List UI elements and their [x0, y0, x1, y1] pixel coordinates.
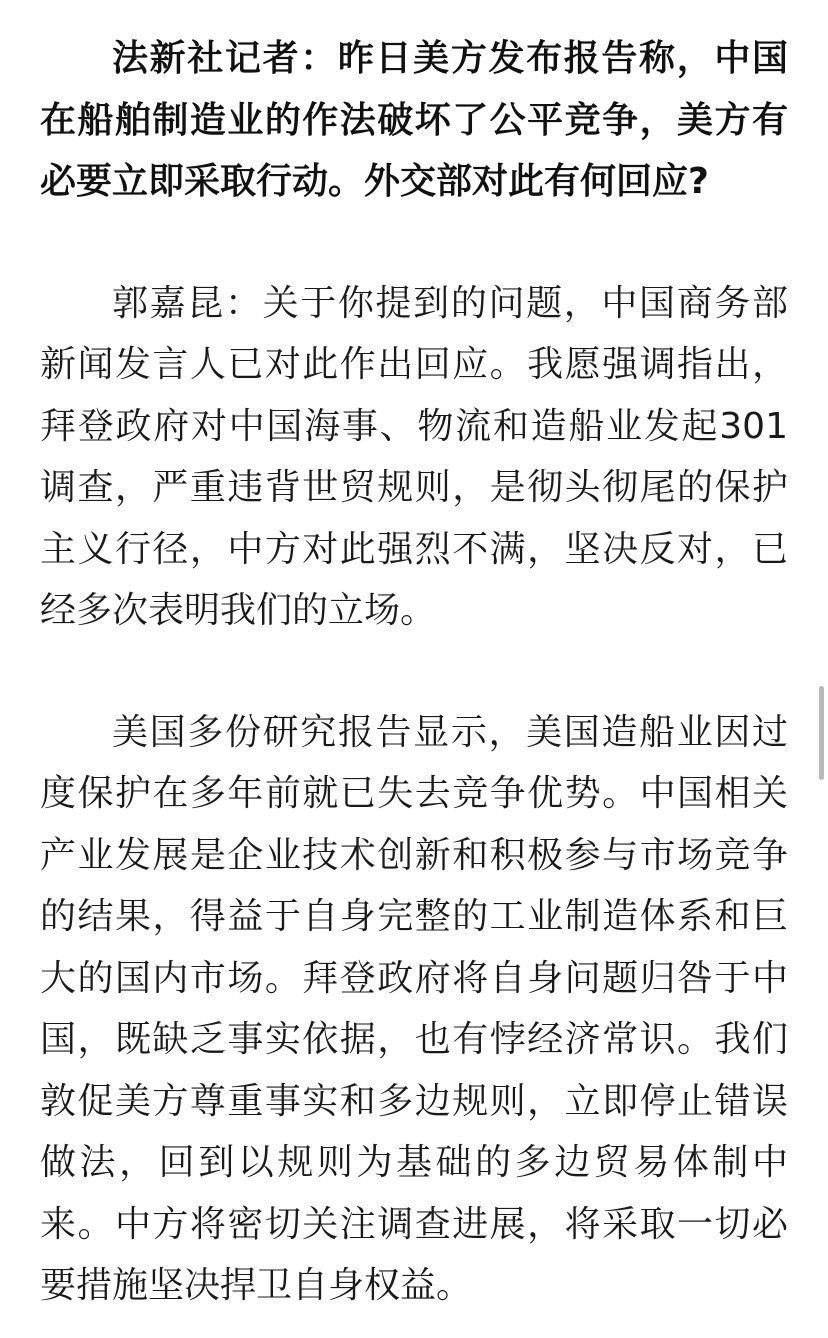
answer-paragraph-1: 郭嘉昆：关于你提到的问题，中国商务部新闻发言人已对此作出回应。我愿强调指出，拜登政府对中国海事、物流和造船业发起301调查，严重违背世贸规则，是彻头彻尾的保护主义行径，中方对此强烈不满，坚决反对，已经多次表明我们的立场。	[40, 282, 788, 631]
question-paragraph: 法新社记者：昨日美方发布报告称，中国在船舶制造业的作法破坏了公平竞争，美方有必要立即采取行动。外交部对此有何回应?	[40, 38, 788, 202]
answer-paragraph-2: 美国多份研究报告显示，美国造船业因过度保护在多年前就已失去竞争优势。中国相关产业发展是企业技术创新和积极参与市场竞争的结果，得益于自身完整的工业制造体系和巨大的国内市场。拜登政府将自身问题归咎于中国，既缺乏事实依据，也有悖经济常识。我们敦促美方尊重事实和多边规则，立即停止错误做法，回到以规则为基础的多边贸易体制中来。中方将密切关注调查进展，将采取一切必要措施坚决捍卫自身权益。	[40, 711, 788, 1306]
article-body	[40, 28, 788, 1317]
scrollbar-thumb[interactable]	[819, 686, 824, 780]
